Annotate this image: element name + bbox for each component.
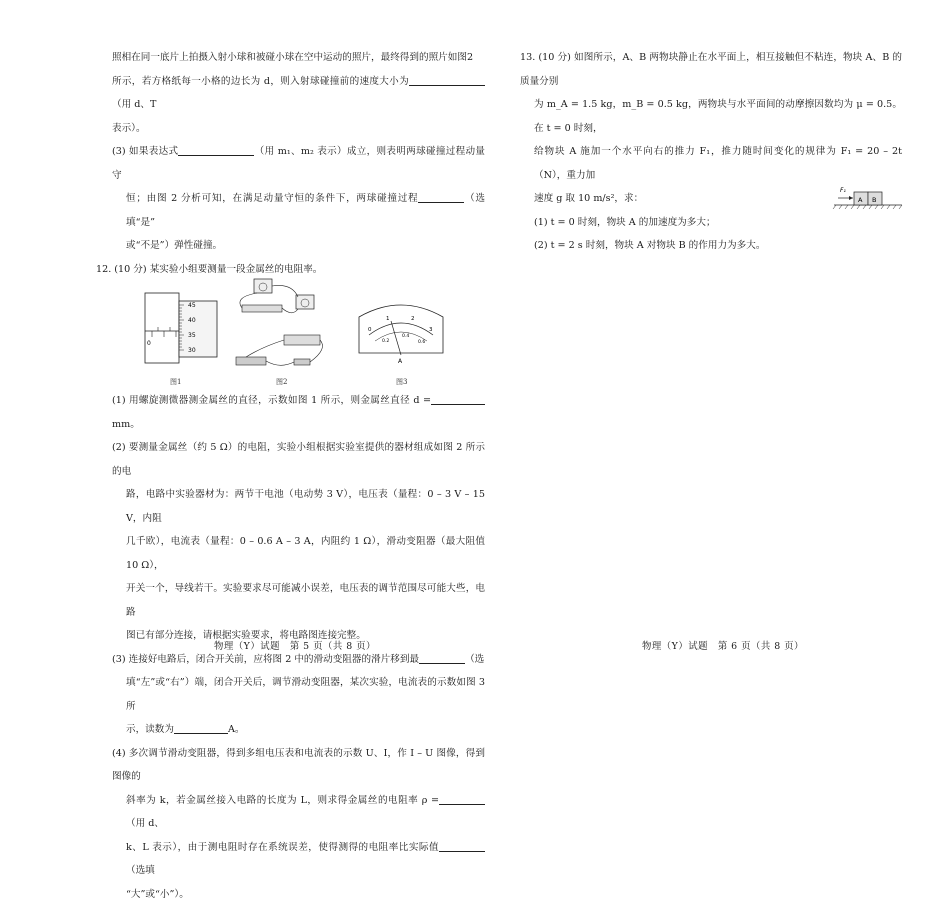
force-label: F₁ xyxy=(840,187,846,194)
left-page-footer: 物理（Y）试题 第 5 页（共 8 页） xyxy=(214,638,376,652)
micrometer-thimble xyxy=(179,301,217,357)
text: 给物块 A 施加一个水平向右的推力 F₁，推力随时间变化的规律为 F₁ = 20 – 2t（N），重力加 xyxy=(534,146,902,181)
text: (4) 多次调节滑动变阻器，得到多组电压表和电流表的示数 U、I，作 I – U 图像，得到图像的 xyxy=(112,748,485,783)
switch-icon xyxy=(294,359,310,365)
wire-resistor-icon xyxy=(242,305,282,312)
text: 所示，若方格纸每一小格的边长为 d，则入射球碰撞前的速度大小为 xyxy=(112,76,409,87)
q11-line-2 xyxy=(112,70,485,117)
q11-part3-line-3 xyxy=(112,234,485,258)
q12-part2-line-4 xyxy=(112,577,485,624)
scale-0: 0 xyxy=(368,327,372,333)
answer-blank[interactable] xyxy=(409,74,485,86)
q13-line-2 xyxy=(520,93,902,140)
inner-scale-0.6: 0.6 xyxy=(418,339,425,345)
text: 为 m_A = 1.5 kg，m_B = 0.5 kg，两物块与水平面间的动摩擦因数均为 μ = 0.5。在 t = 0 时刻， xyxy=(534,99,902,134)
text: (2) t = 2 s 时刻，物块 A 对物块 B 的作用力为多大。 xyxy=(534,240,765,251)
text: (1) 用螺旋测微器测金属丝的直径，示数如图 1 所示，则金属丝直径 d = xyxy=(112,395,431,406)
q11-part3-line-1 xyxy=(112,140,485,187)
micrometer-tick-45: 45 xyxy=(188,302,196,309)
text: 恒；由图 2 分析可知，在满足动量守恒的条件下，两球碰撞过程 xyxy=(126,193,418,204)
text: A。 xyxy=(228,724,245,735)
micrometer-tick-35: 35 xyxy=(188,332,196,339)
text: 图已有部分连接，请根据实验要求，将电路图连接完整。 xyxy=(126,630,366,641)
right-column xyxy=(520,46,902,258)
text: 示，读数为 xyxy=(126,724,174,735)
text: 13. (10 分) 如图所示，A、B 两物块静止在水平面上，相互接触但不粘连，物块 A、B 的质量分别 xyxy=(520,52,902,87)
q12-part4-line-3 xyxy=(112,836,485,883)
fig2-caption: 图2 xyxy=(276,377,287,387)
text: 路，电路中实验器材为：两节干电池（电动势 3 V），电压表（量程：0 – 3 V – 15 V，内阻 xyxy=(126,489,485,524)
text: 开关一个，导线若干。实验要求尽可能减小误差，电压表的调节范围尽可能大些，电路 xyxy=(126,583,485,618)
block-b-label: B xyxy=(872,196,876,204)
q12-part2-line-1 xyxy=(112,436,485,483)
battery-icon xyxy=(236,357,266,365)
q12-figures xyxy=(112,287,485,387)
micrometer-tick-30: 30 xyxy=(188,347,196,354)
q11-part3-line-2 xyxy=(112,187,485,234)
scale-2: 2 xyxy=(411,316,415,322)
q11-line-1 xyxy=(112,46,485,70)
q11-line-3 xyxy=(112,117,485,141)
inner-scale-0.2: 0.2 xyxy=(382,338,389,344)
text: 照相在同一底片上拍摄入射小球和被碰小球在空中运动的照片，最终得到的照片如图2 xyxy=(112,52,473,63)
text: (2) 要测量金属丝（约 5 Ω）的电阻，实验小组根据实验室提供的器材组成如图 2 所示的电 xyxy=(112,442,485,477)
text: 或“不是”）弹性碰撞。 xyxy=(126,240,222,251)
answer-blank[interactable] xyxy=(178,144,254,156)
text: 12. (10 分) 某实验小组要测量一段金属丝的电阻率。 xyxy=(96,264,322,275)
left-page xyxy=(0,0,490,688)
text: 速度 g 取 10 m/s²，求： xyxy=(534,193,643,204)
text: (3) 如果表达式 xyxy=(112,146,178,157)
q12-part4-line-1 xyxy=(112,742,485,789)
ammeter-unit: A xyxy=(398,358,403,365)
text: (3) 连接好电路后，闭合开关前，应将图 2 中的滑动变阻器的滑片移到最 xyxy=(112,654,419,665)
right-page-footer: 物理（Y）试题 第 6 页（共 8 页） xyxy=(642,638,804,652)
q13-part1 xyxy=(520,211,902,235)
answer-blank[interactable] xyxy=(431,393,485,405)
circuit-figure xyxy=(232,277,332,373)
text: (1) t = 0 时刻，物块 A 的加速度为多大； xyxy=(534,217,716,228)
text: 几千欧），电流表（量程：0 – 0.6 A – 3 A，内阻约 1 Ω），滑动变阻器（最大阻值 10 Ω）， xyxy=(126,536,485,571)
blocks-diagram xyxy=(832,183,904,211)
answer-blank[interactable] xyxy=(418,191,464,203)
text: 斜率为 k，若金属丝接入电路的长度为 L，则求得金属丝的电阻率 ρ = xyxy=(126,795,439,806)
q13-line-1 xyxy=(520,46,902,93)
left-column xyxy=(112,46,485,906)
fig3-caption: 图3 xyxy=(396,377,407,387)
q12-part2-line-2 xyxy=(112,483,485,530)
text: mm。 xyxy=(112,419,140,430)
text: （选填“是” xyxy=(126,193,485,228)
q12-part4-line-4 xyxy=(112,883,485,906)
micrometer-zero: 0 xyxy=(147,340,151,347)
text: （选 xyxy=(465,654,484,665)
text: （用 m₁、m₂ 表示）成立，则表明两球碰撞过程动量守 xyxy=(112,146,485,181)
text: （选填 xyxy=(126,865,155,876)
text: （用 d、T xyxy=(112,99,156,110)
text: 填“左”或“右”）端，闭合开关后，调节滑动变阻器，某次实验，电流表的示数如图 3 所 xyxy=(126,677,485,712)
answer-blank[interactable] xyxy=(439,840,485,852)
answer-blank[interactable] xyxy=(174,722,228,734)
q13-part2 xyxy=(520,234,902,258)
inner-scale-0.4: 0.4 xyxy=(402,333,409,339)
q12-part1 xyxy=(112,389,485,436)
rheostat-icon xyxy=(284,335,320,345)
text: “大”或“小”）。 xyxy=(126,889,189,900)
text: k、L 表示），由于测电阻时存在系统误差，使得测得的电阻率比实际值 xyxy=(126,842,439,853)
scale-3: 3 xyxy=(429,327,433,333)
scale-1: 1 xyxy=(386,316,390,322)
block-a-label: A xyxy=(858,196,863,204)
q12-part2-line-3 xyxy=(112,530,485,577)
ammeter-dial-figure xyxy=(355,297,447,369)
text: 表示）。 xyxy=(112,123,146,134)
answer-blank[interactable] xyxy=(419,652,465,664)
text: （用 d、 xyxy=(126,818,164,829)
ammeter-needle xyxy=(391,321,401,355)
micrometer-frame xyxy=(145,293,179,363)
micrometer-tick-40: 40 xyxy=(188,317,196,324)
micrometer-figure xyxy=(142,287,222,373)
fig1-caption: 图1 xyxy=(170,377,181,387)
q13-line-3 xyxy=(520,140,902,187)
right-page xyxy=(490,0,950,688)
q12-part3-line-3 xyxy=(112,718,485,742)
q12-part4-line-2 xyxy=(112,789,485,836)
q12-part3-line-2 xyxy=(112,671,485,718)
answer-blank[interactable] xyxy=(439,793,485,805)
